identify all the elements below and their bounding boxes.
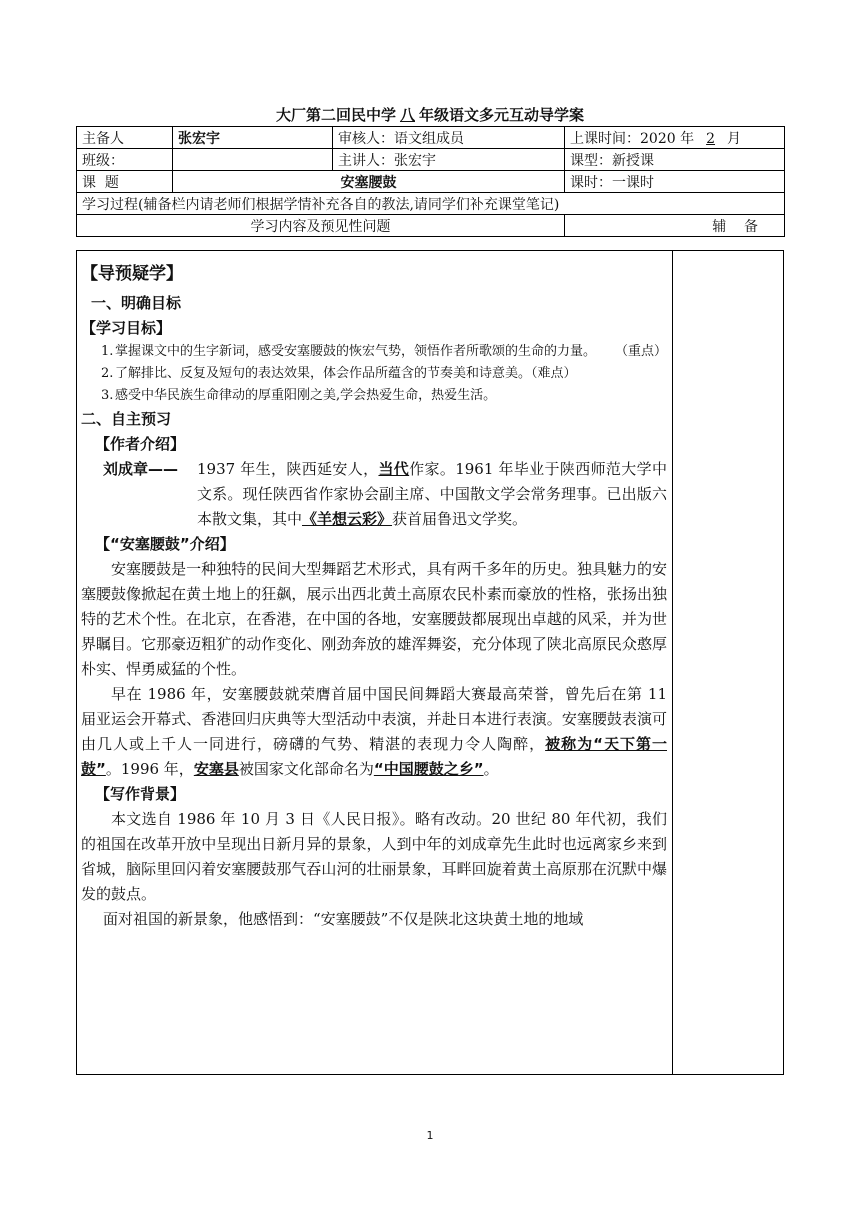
background-subheading: 【写作背景】	[95, 785, 186, 803]
author-era: 当代	[378, 460, 410, 478]
title-grade: 八	[399, 106, 415, 124]
goal-number: 1.	[101, 344, 114, 359]
author-bio-text: 获首届鲁迅文学奖。	[392, 510, 528, 528]
goal-item	[101, 363, 667, 385]
drum-text: 。	[483, 760, 499, 778]
reviewer: 审核人：语文组成员	[333, 127, 565, 149]
periods: 课时：一课时	[565, 171, 785, 193]
drum-subheading: 【“安塞腰鼓”介绍】	[95, 535, 235, 553]
drum-paragraph-1: 安塞腰鼓是一种独特的民间大型舞蹈艺术形式，具有两千多年的历史。独具魅力的安塞腰鼓像掀起在黄土地上的狂飙，展示出西北黄土高原农民朴素而豪放的性格，张扬出独特的艺术个性。在北京，在香港，在中国的各地，安塞腰鼓都展现出卓越的风采，并为世界瞩目。它那豪迈粗犷的动作变化、刚劲奔放的雄浑舞姿，充分体现了陕北高原民众憨厚朴实、悍勇威猛的个性。	[81, 560, 667, 678]
process-note: 学习过程(辅备栏内请老师们根据学情补充各自的教法,请同学们补充课堂笔记)	[77, 193, 785, 215]
drum-county: 安塞县	[193, 760, 239, 778]
preparer-name: 张宏宇	[173, 127, 333, 149]
class-time-prefix: 上课时间：2020 年	[570, 130, 695, 147]
header-row-4	[77, 193, 785, 215]
goal-text: 感受中华民族生命律动的厚重阳刚之美,学会热爱生命，热爱生活。	[115, 388, 497, 403]
goal-item	[101, 341, 667, 363]
class-time-suffix: 月	[727, 130, 742, 147]
drum-text: 。1996 年，	[105, 760, 194, 778]
author-book: 《羊想云彩》	[302, 510, 393, 528]
background-paragraph-1: 本文选自 1986 年 10 月 3 日《人民日报》。略有改动。20 世纪 80 年代初，我们的祖国在改革开放中呈现出日新月异的景象，人到中年的刘成章先生此时也远离家乡来到省城，脑际里回闪着安塞腰鼓那气吞山河的壮丽景象，耳畔回旋着黄土高原那在沉默中爆发的鼓点。	[81, 810, 667, 903]
goal-text: 掌握课文中的生字新词，感受安塞腰鼓的恢宏气势，领悟作者所歌颂的生命的力量。	[115, 344, 597, 359]
preview-heading: 二、自主预习	[81, 410, 172, 428]
lesson-type: 课型：新授课	[565, 149, 785, 171]
goal-list	[81, 341, 667, 407]
page-number: 1	[426, 1129, 434, 1142]
goal-number: 2.	[101, 366, 114, 381]
aux-header: 辅 备	[565, 215, 785, 237]
topic-label: 课 题	[77, 171, 173, 193]
goal-text: 了解排比、反复及短句的表达效果，体会作品所蕴含的节奏美和诗意美。（难点）	[115, 366, 577, 381]
preparer-label: 主备人	[77, 127, 173, 149]
class-label: 班级：	[77, 149, 173, 171]
lecturer: 主讲人：张宏宇	[333, 149, 565, 171]
drum-paragraph-2	[81, 682, 667, 782]
drum-text: 早在 1986 年，安塞腰鼓就荣膺首届中国民间舞蹈大赛最高荣誉，曾先后在第 11 届亚运会开幕式、香港回归庆典等大型活动中表演，并赴日本进行表演。安塞腰鼓表演可由几人或上千人一同进行，磅礴的气势、精湛的表现力令人陶醉，	[81, 685, 667, 753]
header-row-2	[77, 149, 785, 171]
drum-text: 被国家文化部命名为	[238, 760, 374, 778]
main-content	[81, 262, 667, 932]
drum-hometown-title: “中国腰鼓之乡”	[373, 760, 484, 778]
page-title	[76, 104, 784, 125]
goal-subheading: 【学习目标】	[81, 319, 172, 337]
goal-item	[101, 385, 667, 407]
goal-tag: （重点）	[614, 344, 667, 359]
content-header: 学习内容及预见性问题	[77, 215, 565, 237]
topic: 安塞腰鼓	[173, 171, 565, 193]
author-subheading: 【作者介绍】	[95, 435, 186, 453]
goal-heading: 一、明确目标	[91, 294, 182, 312]
drum-nickname: 被称为“天下第一鼓”	[81, 735, 667, 778]
goal-number: 3.	[101, 388, 114, 403]
author-name: 刘成章——	[103, 460, 179, 478]
class-time	[565, 127, 785, 149]
header-row-3	[77, 171, 785, 193]
author-bio-text: 作家。1961 年毕业于陕西师范大学中文系。现任陕西省作家协会副主席、中国散文学会常务理事。已出版六本散文集，其中	[197, 460, 667, 528]
author-intro	[103, 457, 667, 532]
class-time-month: 2	[706, 130, 716, 147]
author-bio-text: 1937 年生，陕西延安人，	[197, 460, 379, 478]
section-title: 【导预疑学】	[81, 264, 183, 284]
aux-column-divider	[672, 251, 673, 1074]
header-table	[76, 126, 785, 237]
header-row-5	[77, 215, 785, 237]
class-value	[173, 149, 333, 171]
background-paragraph-2: 面对祖国的新景象，他感悟到：“安塞腰鼓”不仅是陕北这块黄土地的地域	[103, 910, 584, 928]
header-row-1	[77, 127, 785, 149]
title-school: 大厂第二回民中学	[275, 106, 396, 124]
author-bio	[197, 457, 667, 532]
title-suffix: 年级语文多元互动导学案	[419, 106, 585, 124]
